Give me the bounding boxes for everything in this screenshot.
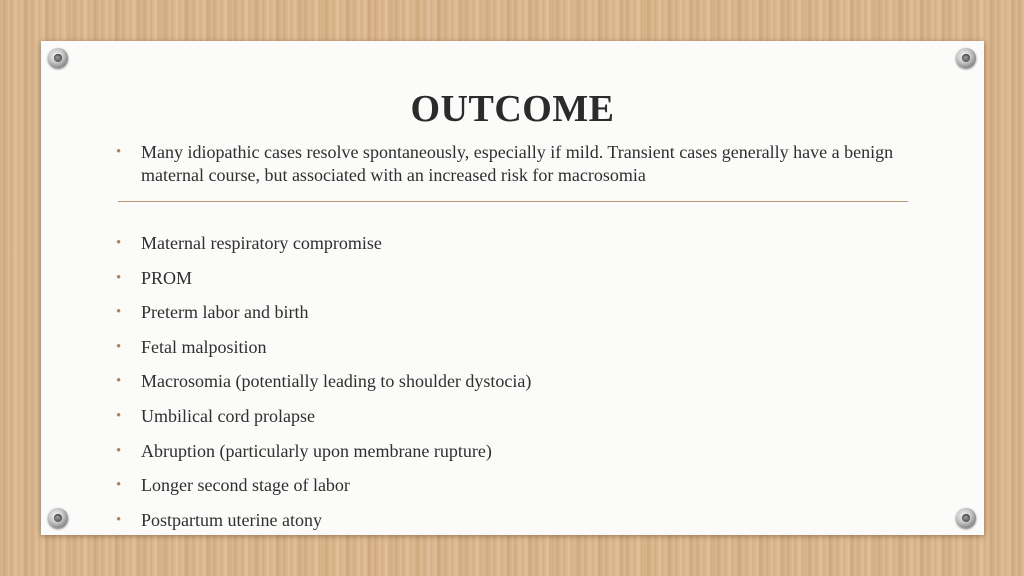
- list-item: [115, 509, 905, 532]
- list-item-text: Abruption (particularly upon membrane rupture): [141, 440, 492, 461]
- intro-bullet: [115, 141, 905, 187]
- list-item: [115, 405, 905, 428]
- list-item-text: Macrosomia (potentially leading to shoulder dystocia): [141, 371, 532, 392]
- thumbtack-icon: [956, 508, 976, 528]
- bullet-icon: •: [116, 144, 122, 160]
- list-item: [115, 232, 905, 255]
- bullet-icon: •: [116, 235, 122, 251]
- thumbtack-icon: [48, 508, 68, 528]
- list-item: [115, 370, 905, 393]
- bullet-icon: •: [116, 269, 122, 286]
- list-item-text: Postpartum uterine atony: [141, 509, 322, 530]
- list-item: [115, 267, 905, 290]
- list-item: [115, 474, 905, 497]
- bullet-icon: •: [116, 511, 122, 528]
- list-item-text: Maternal respiratory compromise: [141, 233, 382, 253]
- list-item: [115, 440, 905, 463]
- divider-line: [118, 201, 908, 202]
- list-item-text: PROM: [141, 267, 193, 288]
- list-item: [115, 336, 905, 359]
- bullet-icon: •: [116, 338, 122, 355]
- outcome-list: [115, 232, 905, 535]
- intro-text: Many idiopathic cases resolve spontaneously, especially if mild. Transient cases generally have a benign maternal course, but associated with an increased risk for macrosomia: [141, 142, 894, 185]
- list-item-text: Preterm labor and birth: [141, 302, 309, 323]
- thumbtack-icon: [956, 48, 976, 68]
- bullet-icon: •: [116, 407, 122, 424]
- list-item: [115, 301, 905, 324]
- thumbtack-icon: [48, 48, 68, 68]
- list-item-text: Fetal malposition: [141, 336, 267, 357]
- intro-list: [115, 141, 905, 187]
- bullet-icon: •: [116, 477, 122, 494]
- slide-title: OUTCOME: [410, 88, 615, 130]
- list-item-text: Longer second stage of labor: [141, 475, 350, 496]
- bullet-icon: •: [116, 373, 122, 390]
- slide-card: [41, 41, 984, 535]
- bullet-icon: •: [116, 442, 122, 459]
- list-item-text: Umbilical cord prolapse: [141, 405, 315, 426]
- bullet-icon: •: [116, 304, 122, 321]
